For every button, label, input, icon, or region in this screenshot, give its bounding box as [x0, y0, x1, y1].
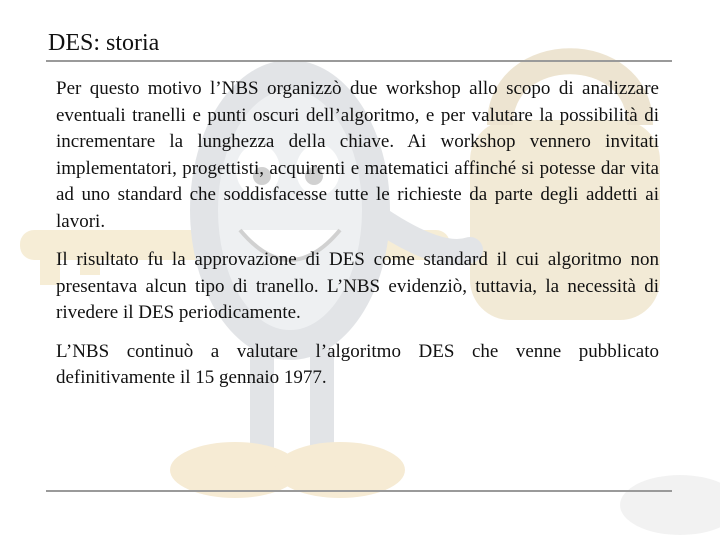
title-divider [46, 60, 672, 62]
bottom-divider [46, 490, 672, 492]
paragraph-3: L’NBS continuò a valutare l’algoritmo DES che venne pubblicato definitivamente il 15 gennaio 1977. [56, 340, 659, 388]
slide-body [56, 76, 659, 404]
slide-title: DES: storia [48, 30, 160, 56]
paragraph-1: Per questo motivo l’NBS organizzò due workshop allo scopo di analizzare eventuali tranelli e punti oscuri dell’algoritmo, e per valutare la possibilità di incrementare la lunghezza della chiave. Ai workshop vennero invitati implementatori, progettisti, acquirenti e matematici affinché si potesse dar vita ad uno standard che soddisfacesse tutte le richieste da parte degli addetti ai lavori. [56, 78, 659, 232]
paragraph-2: Il risultato fu la approvazione di DES come standard il cui algoritmo non presentava alcun tipo di tranello. L’NBS evidenziò, tuttavia, la necessità di rivedere il DES periodicamente. [56, 249, 659, 323]
